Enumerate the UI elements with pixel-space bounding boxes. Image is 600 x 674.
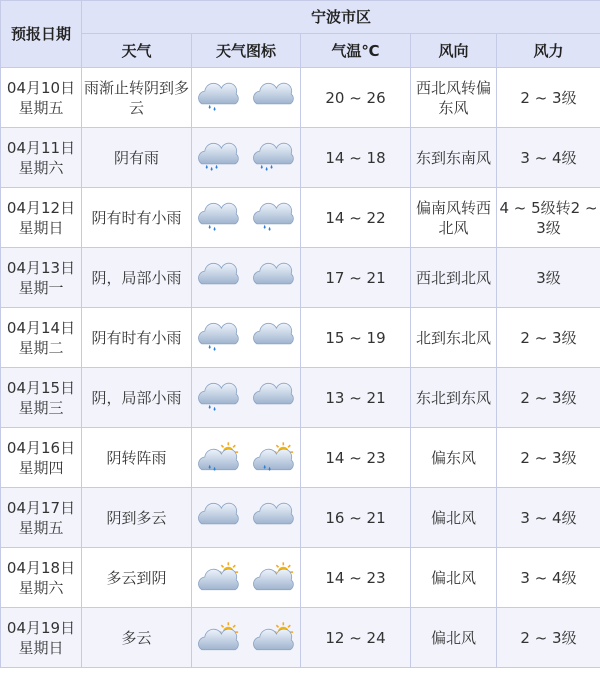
date-text: 04月17日 xyxy=(6,498,76,517)
weather-cell: 阴，局部小雨 xyxy=(82,248,192,308)
date-cell xyxy=(1,128,82,188)
date-text: 04月12日 xyxy=(6,198,76,217)
weather-icon-cell xyxy=(192,368,301,428)
wind-direction-cell: 偏北风 xyxy=(411,548,497,608)
sun-cloud-icon xyxy=(249,620,298,656)
temperature-cell: 14 ~ 23 xyxy=(301,548,411,608)
weather-icon-cell xyxy=(192,428,301,488)
table-row xyxy=(1,488,600,548)
heavy-rain-cloud-icon xyxy=(249,140,298,176)
wind-force-cell: 3 ~ 4级 xyxy=(497,128,600,188)
cloud-icon xyxy=(194,500,243,536)
date-cell xyxy=(1,248,82,308)
weekday-text: 星期二 xyxy=(18,338,64,357)
wind-direction-column-header: 风向 xyxy=(411,34,497,68)
sun-rain-cloud-icon xyxy=(249,440,298,476)
date-text: 04月19日 xyxy=(6,618,76,637)
wind-force-cell: 2 ~ 3级 xyxy=(497,428,600,488)
temperature-cell: 12 ~ 24 xyxy=(301,608,411,668)
date-cell xyxy=(1,188,82,248)
weekday-text: 星期日 xyxy=(18,638,64,657)
wind-direction-cell: 西北风转偏东风 xyxy=(411,68,497,128)
sun-rain-cloud-icon xyxy=(194,440,243,476)
cloud-icon xyxy=(249,80,298,116)
icon-column-header: 天气图标 xyxy=(192,34,301,68)
weather-cell: 阴有时有小雨 xyxy=(82,308,192,368)
wind-direction-cell: 西北到北风 xyxy=(411,248,497,308)
temperature-cell: 15 ~ 19 xyxy=(301,308,411,368)
wind-force-cell: 2 ~ 3级 xyxy=(497,368,600,428)
weather-cell: 阴有雨 xyxy=(82,128,192,188)
date-cell xyxy=(1,428,82,488)
weekday-text: 星期五 xyxy=(18,518,64,537)
date-text: 04月16日 xyxy=(6,438,76,457)
weather-icon-cell xyxy=(192,608,301,668)
date-text: 04月15日 xyxy=(6,378,76,397)
table-row xyxy=(1,188,600,248)
date-column-header: 预报日期 xyxy=(1,1,82,68)
date-text: 04月10日 xyxy=(6,78,76,97)
date-text: 04月18日 xyxy=(6,558,76,577)
date-text: 04月13日 xyxy=(6,258,76,277)
date-cell xyxy=(1,68,82,128)
weather-cell: 阴转阵雨 xyxy=(82,428,192,488)
wind-force-cell: 3级 xyxy=(497,248,600,308)
date-text: 04月14日 xyxy=(6,318,76,337)
weather-cell: 阴，局部小雨 xyxy=(82,368,192,428)
table-row xyxy=(1,308,600,368)
weather-icon-cell xyxy=(192,68,301,128)
weather-cell: 雨渐止转阴到多云 xyxy=(82,68,192,128)
rain-cloud-icon xyxy=(249,200,298,236)
wind-direction-cell: 偏北风 xyxy=(411,488,497,548)
date-cell xyxy=(1,548,82,608)
weather-icon-cell xyxy=(192,308,301,368)
wind-direction-cell: 偏南风转西北风 xyxy=(411,188,497,248)
weekday-text: 星期五 xyxy=(18,98,64,117)
weekday-text: 星期日 xyxy=(18,218,64,237)
weekday-text: 星期四 xyxy=(18,458,64,477)
heavy-rain-cloud-icon xyxy=(194,140,243,176)
cloud-icon xyxy=(249,500,298,536)
weekday-text: 星期六 xyxy=(18,158,64,177)
wind-force-column-header: 风力 xyxy=(497,34,600,68)
cloud-icon xyxy=(249,380,298,416)
temperature-cell: 16 ~ 21 xyxy=(301,488,411,548)
weather-icon-cell xyxy=(192,128,301,188)
rain-cloud-icon xyxy=(194,200,243,236)
cloud-icon xyxy=(194,260,243,296)
date-text: 04月11日 xyxy=(6,138,76,157)
wind-direction-cell: 东北到东风 xyxy=(411,368,497,428)
weather-icon-cell xyxy=(192,488,301,548)
temperature-cell: 17 ~ 21 xyxy=(301,248,411,308)
temperature-cell: 20 ~ 26 xyxy=(301,68,411,128)
weather-column-header: 天气 xyxy=(82,34,192,68)
rain-cloud-icon xyxy=(194,380,243,416)
date-cell xyxy=(1,308,82,368)
weather-cell: 阴到多云 xyxy=(82,488,192,548)
temperature-cell: 14 ~ 18 xyxy=(301,128,411,188)
temperature-cell: 13 ~ 21 xyxy=(301,368,411,428)
table-row xyxy=(1,68,600,128)
weather-icon-cell xyxy=(192,248,301,308)
temperature-column-header: 气温℃ xyxy=(301,34,411,68)
wind-force-cell: 2 ~ 3级 xyxy=(497,608,600,668)
weather-icon-cell xyxy=(192,188,301,248)
weather-icon-cell xyxy=(192,548,301,608)
cloud-icon xyxy=(249,260,298,296)
table-row xyxy=(1,128,600,188)
weekday-text: 星期一 xyxy=(18,278,64,297)
rain-cloud-icon xyxy=(194,80,243,116)
weather-cell: 阴有时有小雨 xyxy=(82,188,192,248)
wind-force-cell: 3 ~ 4级 xyxy=(497,548,600,608)
wind-direction-cell: 偏东风 xyxy=(411,428,497,488)
wind-direction-cell: 偏北风 xyxy=(411,608,497,668)
date-cell xyxy=(1,488,82,548)
temperature-cell: 14 ~ 22 xyxy=(301,188,411,248)
cloud-icon xyxy=(249,320,298,356)
table-row xyxy=(1,248,600,308)
table-row xyxy=(1,548,600,608)
table-row xyxy=(1,368,600,428)
wind-force-cell: 4 ~ 5级转2 ~ 3级 xyxy=(497,188,600,248)
wind-force-cell: 2 ~ 3级 xyxy=(497,308,600,368)
sun-cloud-icon xyxy=(194,620,243,656)
wind-direction-cell: 东到东南风 xyxy=(411,128,497,188)
weekday-text: 星期三 xyxy=(18,398,64,417)
date-cell xyxy=(1,608,82,668)
wind-force-cell: 3 ~ 4级 xyxy=(497,488,600,548)
table-row xyxy=(1,428,600,488)
sun-cloud-icon xyxy=(194,560,243,596)
wind-force-cell: 2 ~ 3级 xyxy=(497,68,600,128)
temperature-cell: 14 ~ 23 xyxy=(301,428,411,488)
date-cell xyxy=(1,368,82,428)
sun-cloud-icon xyxy=(249,560,298,596)
table-row xyxy=(1,608,600,668)
region-header: 宁波市区 xyxy=(82,1,600,34)
weather-cell: 多云 xyxy=(82,608,192,668)
forecast-rows xyxy=(1,68,600,668)
wind-direction-cell: 北到东北风 xyxy=(411,308,497,368)
weather-cell: 多云到阴 xyxy=(82,548,192,608)
rain-cloud-icon xyxy=(194,320,243,356)
weekday-text: 星期六 xyxy=(18,578,64,597)
